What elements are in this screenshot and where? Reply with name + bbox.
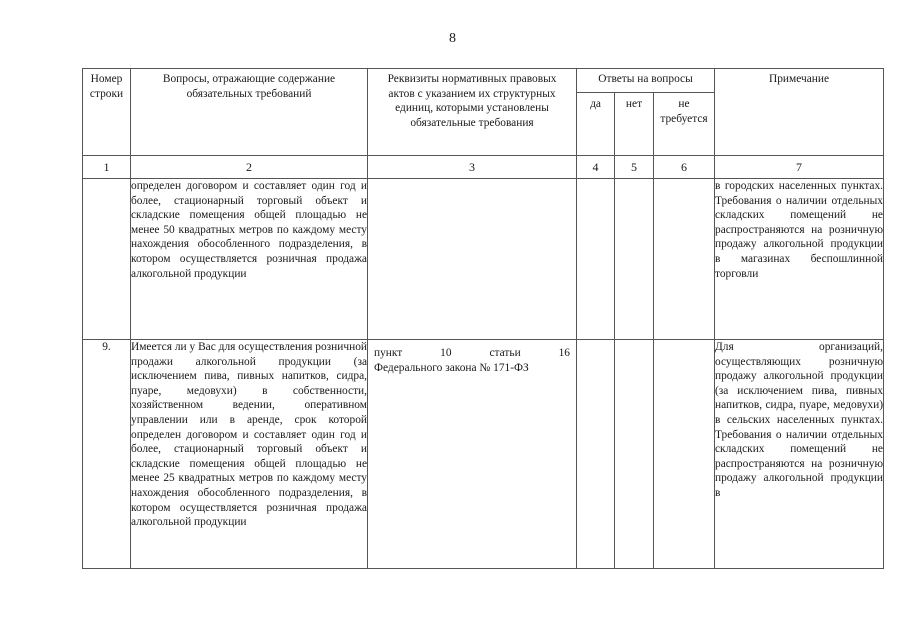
note-text: в городских населенных пунктах. Требования о наличии отдельных складских помещений не распространяются на розничную продажу алкогольной продукции в магазинах беспошлинной торговли [715, 179, 884, 340]
column-number: 4 [577, 156, 615, 179]
page-number: 8 [449, 31, 456, 46]
header-questions: Вопросы, отражающие содержание обязательных требований [131, 69, 368, 156]
answer-not-required-cell [654, 340, 715, 569]
reference-text: Федерального закона № 171-ФЗ [374, 361, 529, 374]
column-number: 5 [615, 156, 654, 179]
header-answers: Ответы на вопросы [577, 69, 715, 93]
header-references: Реквизиты нормативных правовых актов с указанием их структурных единиц, которыми установлены обязательные требования [368, 69, 577, 156]
reference-cell [368, 179, 577, 340]
header-yes: да [577, 93, 615, 156]
answer-yes-cell [577, 340, 615, 569]
question-text: определен договором и составляет один год и более, стационарный торговый объект и складские помещения общей площадью не менее 50 квадратных метров по каждому месту нахождения обособленного подразделения, в котором осуществляется розничная продажа алкогольной продукции [131, 179, 368, 340]
question-text: Имеется ли у Вас для осуществления розничной продажи алкогольной продукции (за исключением пива, пивных напитков, сидра, пуаре, медовухи) в собственности, хозяйственном ведении, оперативном управлении или в аренде, срок которой определен договором и составляет один год и более, стационарный торговый объект и складские помещения общей площадью не менее 25 квадратных метров по каждому месту нахождения обособленного подразделения, в котором осуществляется розничная продажа алкогольной продукции [131, 340, 368, 569]
requirements-table [82, 68, 884, 569]
column-number: 1 [83, 156, 131, 179]
reference-text: пункт 10 статьи 16 [374, 347, 570, 359]
header-row [83, 69, 884, 93]
note-text: Для организаций, осуществляющих розничную продажу алкогольной продукции (за исключением пива, пивных напитков, сидра, пуаре, медовухи) в сельских населенных пунктах. Требования о наличии отдельных складских помещений не распространяются на розничную продажу алкогольной продукции в [715, 340, 884, 569]
column-number: 3 [368, 156, 577, 179]
answer-no-cell [615, 179, 654, 340]
answer-no-cell [615, 340, 654, 569]
column-number: 7 [715, 156, 884, 179]
row-number: 9. [83, 340, 131, 569]
header-row-number: Номер строки [83, 69, 131, 156]
answer-not-required-cell [654, 179, 715, 340]
header-no: нет [615, 93, 654, 156]
column-number: 2 [131, 156, 368, 179]
header-note: Примечание [715, 69, 884, 156]
table-row [83, 340, 884, 569]
table-row [83, 179, 884, 340]
column-number: 6 [654, 156, 715, 179]
column-number-row [83, 156, 884, 179]
row-number [83, 179, 131, 340]
reference-cell [368, 340, 577, 569]
header-not-required: не требуется [654, 93, 715, 156]
reference-text [368, 179, 576, 185]
answer-yes-cell [577, 179, 615, 340]
